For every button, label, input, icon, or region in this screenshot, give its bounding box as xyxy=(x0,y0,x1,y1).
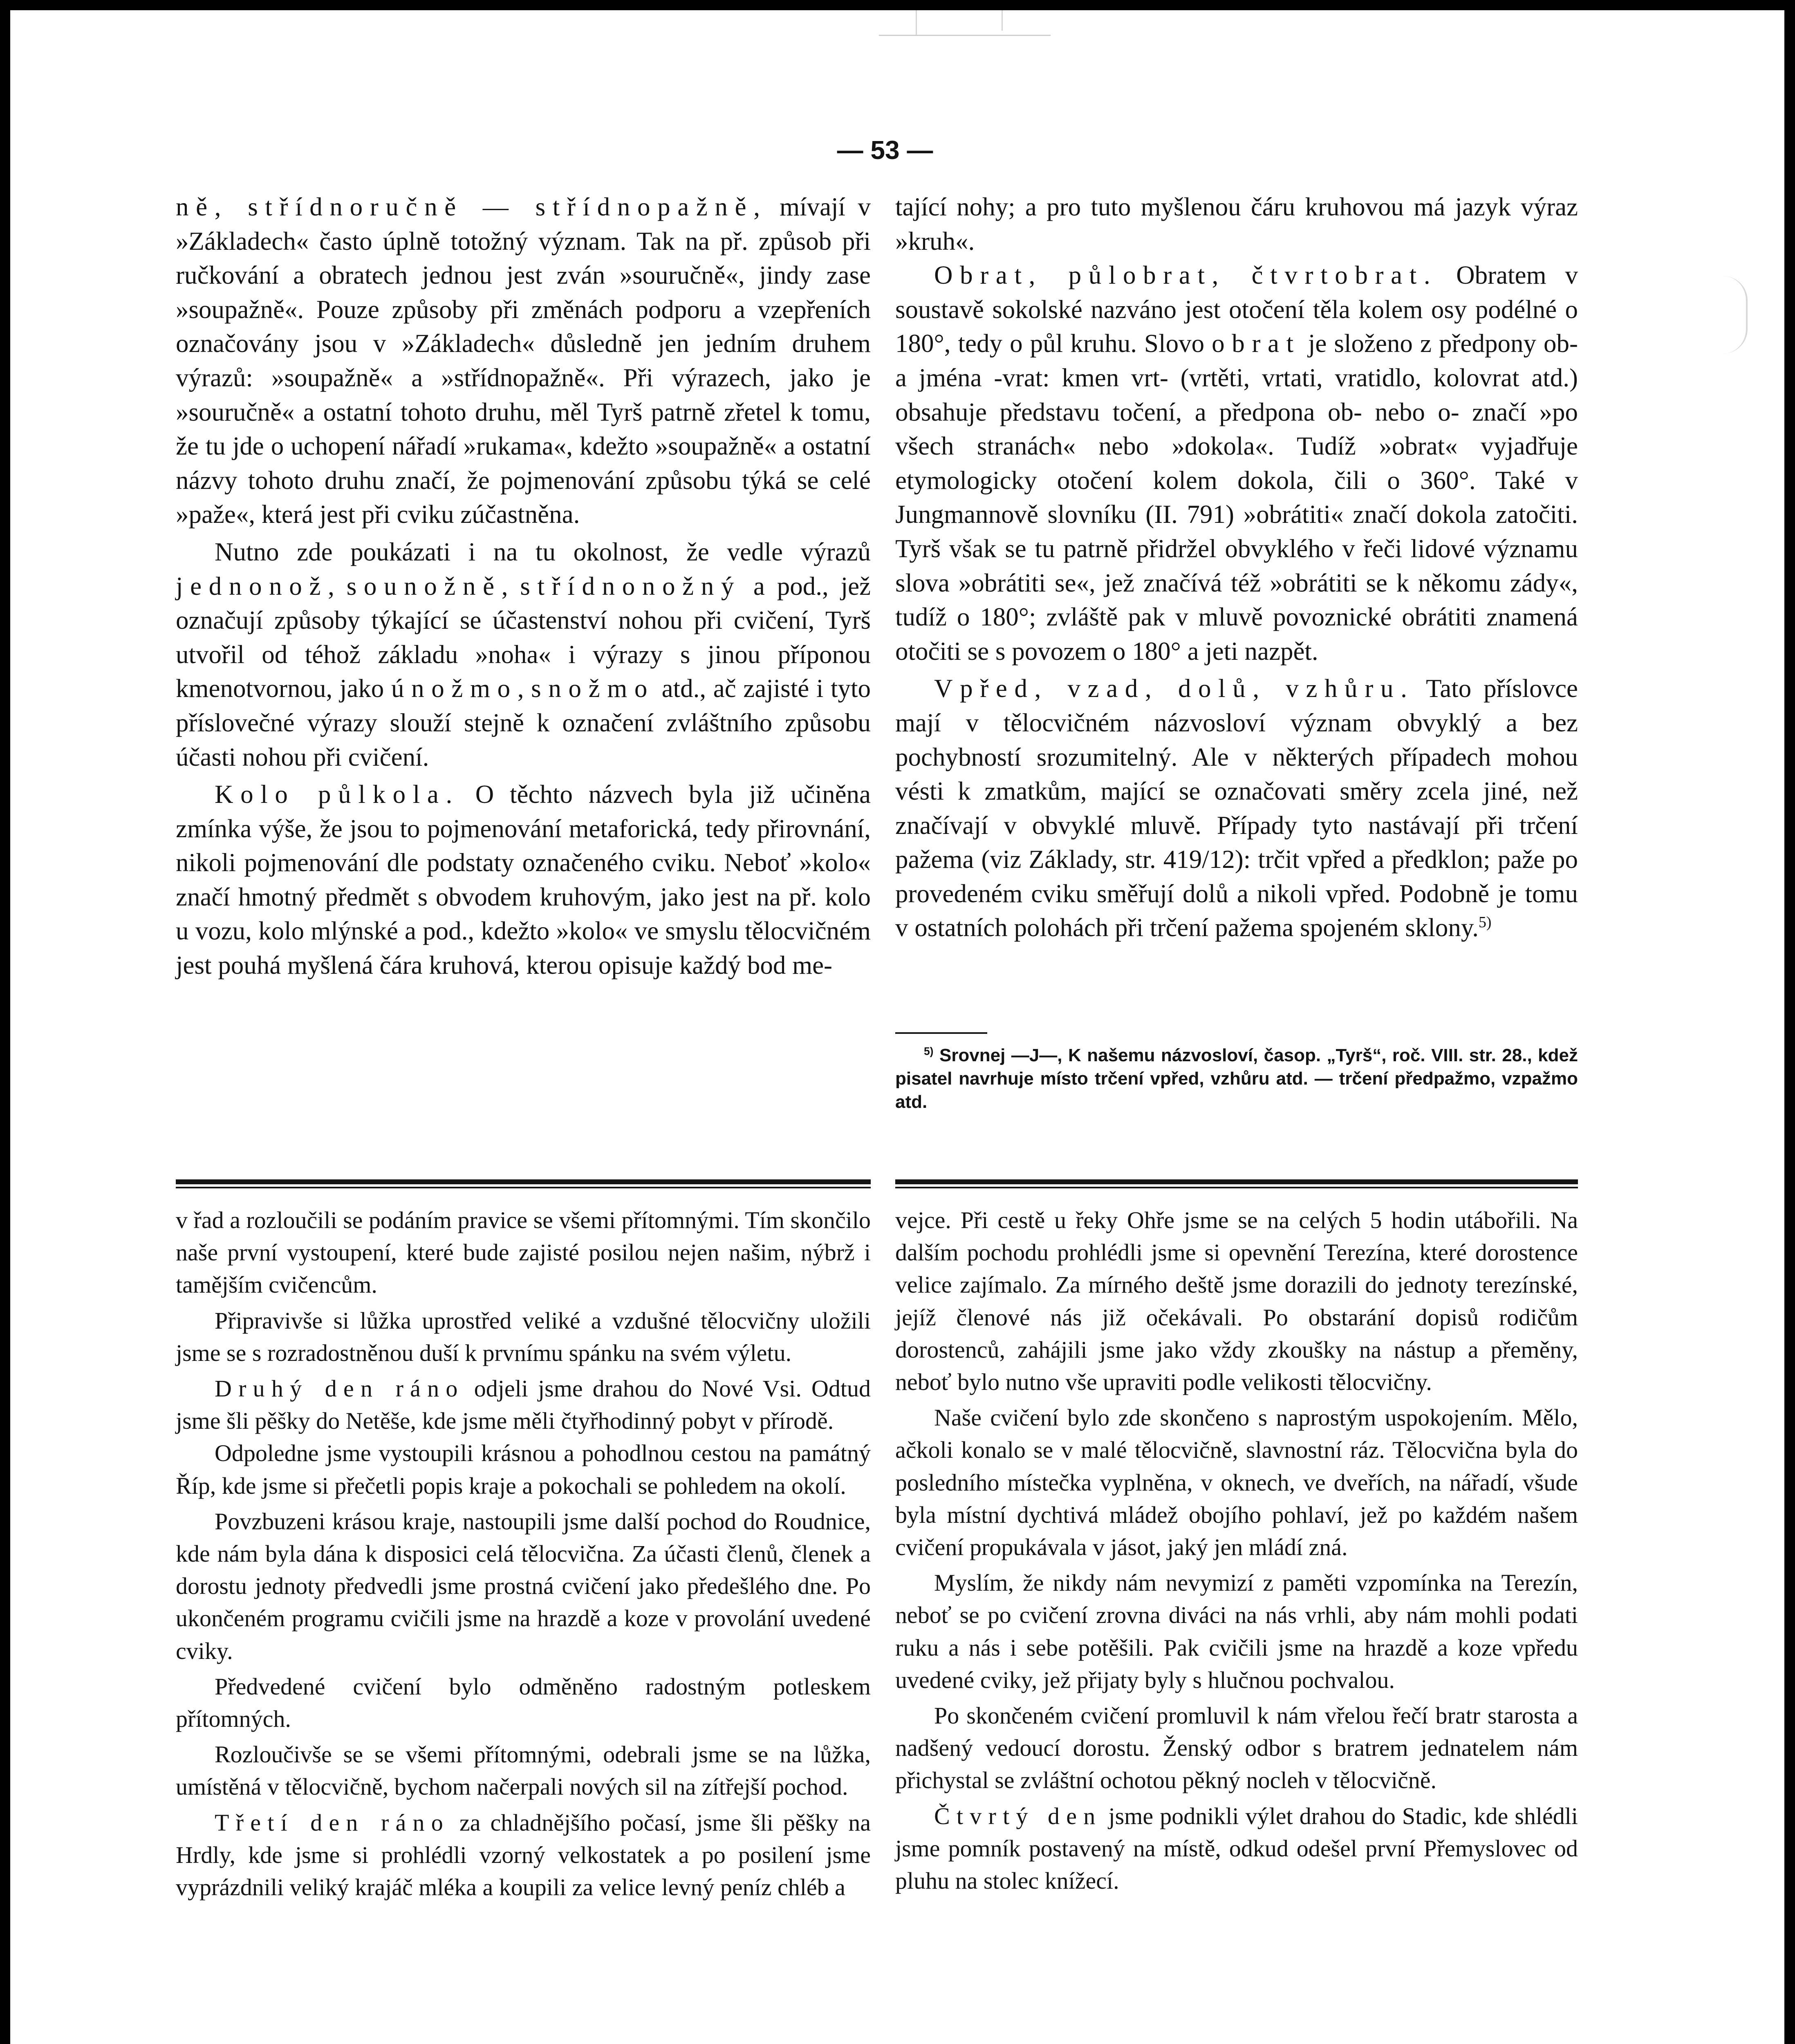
footnote xyxy=(895,1044,1578,1114)
paragraph-text: za chladnějšího počasí, jsme šli pěšky na Hrdly, kde jsme si prohlédli vzorný velkostatek a po posilení jsme vyprázdnili veliký krajáč mléka a koupili za velice levný peníz chléb a xyxy=(176,1809,871,1901)
paragraph xyxy=(895,258,1578,668)
paragraph-text: je složeno z předpony ob- a jména -vrat: kmen vrt- (vrtěti, vrtati, vratidlo, kolovrat atd.) obsahuje představu točení, a předpona ob- nebo o- značí »po všech stranách« nebo »dokola«. Tudíž »obrat« vyjadřuje etymologicky otočení kolem dokola, čili o 360°. Také v Jungmannově slovníku (II. 791) »obrátiti« značí dokola zatočiti. Tyrš však se tu patrně přidržel obvyklého v řeči lidové významu slova »obrátiti se«, jež značívá též »obrátiti se k někomu zády«, tudíž o 180°; zvláště pak v mluvě povoznické obrátiti znamená otočiti se s povozem o 180° a jeti nazpět. xyxy=(895,329,1578,666)
lower-left-column xyxy=(176,1204,871,1903)
footnote-text xyxy=(895,1044,1578,1114)
paragraph: Naše cvičení bylo zde skončeno s naprostým uspokojením. Mělo, ačkoli konalo se v malé tělocvičně, slavnostní ráz. Tělocvična byla do posledního místečka vyplněna, v oknech, ve dveřích, na nářadí, všude byla místní dychtivá mládež obojího pohlaví, jež po každém našem cvičení propukávala v jásot, jaký jen mládí zná. xyxy=(895,1404,1578,1561)
paragraph: Rozloučivše se se všemi přítomnými, odebrali jsme se na lůžka, umístěná v tělocvičně, bychom načerpali nových sil na zítřejší pochod. xyxy=(176,1741,871,1800)
paragraph: Po skončeném cvičení promluvil k nám vřelou řečí bratr starosta a nadšený vedoucí dorostu. Ženský odbor s bratrem jednatelem nám přichystal se zvláštní ochotou pěkný nocleh v tělocvičně. xyxy=(895,1702,1578,1794)
paragraph xyxy=(176,778,871,983)
paragraph: Předvedené cvičení bylo odměněno radostným potleskem přítomných. xyxy=(176,1673,871,1732)
spaced-term: Třetí den ráno xyxy=(215,1809,450,1836)
paragraph-text: , xyxy=(328,572,347,601)
upper-right-column xyxy=(895,190,1578,945)
paragraph xyxy=(176,1806,871,1904)
paragraph-text: Nutno zde poukázati i na tu okolnost, že vedle výrazů xyxy=(215,537,871,566)
spaced-term: střídnonožný xyxy=(520,572,742,601)
paragraph-text: O těchto názvech byla již učiněna zmínka výše, že jsou to pojmenování metaforická, tedy přirovnání, nikoli pojmenování dle podstaty označeného cviku. Neboť »kolo« značí hmotný předmět s obvodem kruhovým, jako jest na př. kolo u vozu, kolo mlýnské a pod., kdežto »kolo« ve smyslu tělocvičném jest pouhá myšlená čára kruhová, kterou opisuje každý bod me- xyxy=(176,780,871,980)
footnote-body: Srovnej —J—, K našemu názvosloví, časop. „Tyrš“, roč. VIII. str. 28., kdež pisatel navrhuje místo trčení vpřed, vzhůru atd. — trčení předpažmo, vzpažmo atd. xyxy=(895,1045,1578,1112)
paragraph: tající nohy; a pro tuto myšlenou čáru kruhovou má jazyk výraz »kruh«. xyxy=(895,193,1578,256)
paragraph: Odpoledne jsme vystoupili krásnou a pohodlnou cestou na památný Říp, kde jsme si přečetli popis kraje a pokochali se pohledem na okolí. xyxy=(176,1440,871,1499)
paragraph xyxy=(895,672,1578,945)
paragraph-text: , xyxy=(501,572,520,601)
spaced-term: Obrat, půlobrat, čtvrtobrat. xyxy=(934,261,1438,290)
spaced-term: obrat xyxy=(1212,329,1301,358)
paragraph-text: jsme podnikli výlet drahou do Stadic, kde shlédli jsme pomník postavený na místě, odkud odešel první Přemyslovec od pluhu na stolec knížecí. xyxy=(895,1802,1578,1894)
footnote-reference: 5) xyxy=(1479,914,1492,931)
spaced-term: Druhý den ráno xyxy=(215,1375,464,1402)
paragraph-text: odjeli jsme drahou do Nové Vsi. Odtud jsme šli pěšky do Netěše, kde jsme měli čtyřhodinný pobyt v přírodě. xyxy=(176,1375,871,1434)
paragraph-text: Tato příslovce mají v tělocvičném názvosloví význam obvyklý a bez pochybností srozumitelný. Ale v některých případech mohou vésti k zmatkům, mající se označovati směry zcela jiné, než značívají v obvyklé mluvě. Případy tyto nastávají při trčení pažema (viz Základy, str. 419/12): trčit vpřed a předklon; paže po provedeném cviku směřují dolů a nikoli vpřed. Podobně je tomu v ostatních polohách při trčení pažema spojeném sklony. xyxy=(895,674,1578,942)
footnote-mark: 5) xyxy=(924,1045,934,1058)
paragraph-text: a pod., jež označují způsoby týkající se účastenství nohou při cvičení, Tyrš utvořil od téhož základu »noha« i výrazy s jinou příponou kmenotvornou, jako xyxy=(176,572,871,703)
paragraph-text: Obratem v soustavě sokolské nazváno jest otočení těla kolem osy podélné o 180°, tedy o půl kruhu. Slovo xyxy=(895,261,1578,358)
page-number: — 53 — xyxy=(837,135,933,165)
paragraph xyxy=(176,1372,871,1437)
spaced-term: snožmo xyxy=(531,674,654,703)
paragraph xyxy=(176,535,871,774)
scan-edge-mark xyxy=(1721,276,1748,354)
footnote-rule xyxy=(895,1032,987,1034)
paragraph-text: mívají v »Základech« často úplně totožný význam. Tak na př. způsob při ručkování a obratech jednou jest zván »souručně«, jindy zase »soupažně«. Pouze způsoby při změnách podporu a vzepřeních označovány jsou v »Základech« důsledně jen jedním druhem výrazů: »soupažně« a »střídnopažně«. Při výrazech, jako je »souručně« a ostatní tohoto druhu, měl Tyrš patrně zřetel k tomu, že tu jde o uchopení nářadí »rukama«, kdežto »soupažně« a ostatní názvy tohoto druhu značí, že pojmenování způsobu týká se celé »paže«, která jest při cviku zúčastněna. xyxy=(176,193,871,529)
spaced-term: ně, střídnoručně — střídnopažně, xyxy=(176,193,767,221)
paragraph xyxy=(176,190,871,532)
document-page xyxy=(10,10,1784,2044)
spaced-term: Vpřed, vzad, dolů, vzhůru. xyxy=(934,674,1414,703)
spaced-term: Čtvrtý den xyxy=(934,1802,1102,1829)
paragraph: Připravivše si lůžka uprostřed veliké a vzdušné tělocvičny uložili jsme se s rozradostněnou duší k prvnímu spánku na svém výletu. xyxy=(176,1307,871,1366)
spaced-term: jednonož xyxy=(176,572,328,601)
paragraph-text: atd., ač zajisté i tyto příslovečné výrazy slouží stejně k označení zvláštního způsobu účasti nohou při cvičení. xyxy=(176,674,871,771)
paragraph-text: , xyxy=(517,674,531,703)
paragraph: Povzbuzeni krásou kraje, nastoupili jsme další pochod do Roudnice, kde nám byla dána k disposici celá tělocvična. Za účasti členů, členek a dorostu jednoty předvedli jsme prostná cvičení jako předešlého dne. Po ukončeném programu cvičili jsme na hrazdě a koze v provolání uvedené cviky. xyxy=(176,1508,871,1664)
spaced-term: Kolo půlkola. xyxy=(215,780,459,809)
paragraph: Myslím, že nikdy nám nevymizí z paměti vzpomínka na Terezín, neboť se po cvičení zrovna diváci na nás vrhli, aby nám mohli podati ruku a nás i sebe potěšili. Pak cvičili jsme na hrazdě a koze vpředu uvedené cviky, jež přijaty byly s hlučnou pochvalou. xyxy=(895,1569,1578,1693)
paragraph: vejce. Při cestě u řeky Ohře jsme se na celých 5 hodin utábořili. Na dalším pochodu prohlédli jsme si opevnění Terezína, které dorostence velice zajímalo. Za mírného deště jsme dorazili do jednoty terezínské, jejíž členové nás již očekávali. Po obstarání dopisů rodičům dorostenců, zahájili jsme jako vždy zkoušky na nástup a přeměny, neboť bylo nutno vše upraviti podle velikosti tělocvičny. xyxy=(895,1207,1578,1396)
upper-left-column xyxy=(176,190,871,983)
section-separator-right xyxy=(895,1179,1578,1184)
paragraph: v řad a rozloučili se podáním pravice se všemi přítomnými. Tím skončilo naše první vystoupení, které bude zajisté posilou nejen našim, nýbrž i tamějším cvičencům. xyxy=(176,1207,871,1298)
paragraph xyxy=(895,1800,1578,1897)
lower-right-column xyxy=(895,1204,1578,1897)
spaced-term: únožmo xyxy=(391,674,518,703)
spaced-term: sounožně xyxy=(346,572,502,601)
section-separator-left xyxy=(176,1179,871,1184)
scan-corner-mark xyxy=(879,10,1051,36)
